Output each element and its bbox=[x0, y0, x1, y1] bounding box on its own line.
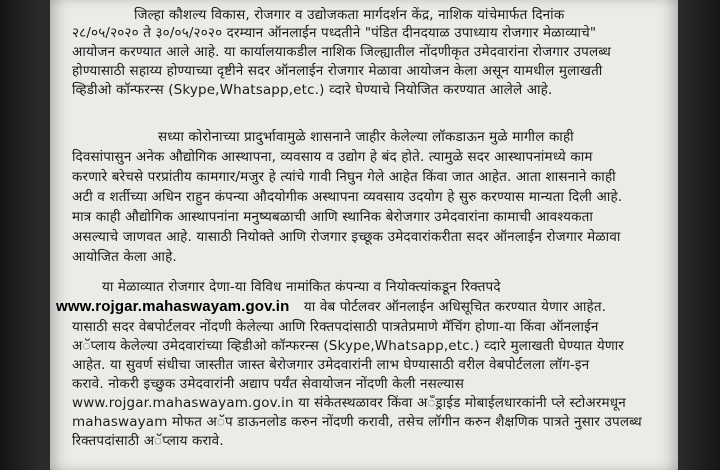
p2-line-7: आयोजित केला आहे. bbox=[72, 249, 177, 265]
p1-line-4: होण्यासाठी सहाय्य होण्याच्या दृष्टीने सदर ऑनलाईन रोजगार मेळावा आयोजन केला असून यामधील मुलाखती bbox=[72, 63, 603, 79]
p3-line-6: करावे. नोकरी इच्छुक उमेदवारांनी अद्याप पर्यंत सेवायोजन नोंदणी केली नसल्यास bbox=[72, 376, 464, 392]
p1-line-3: आयोजन करण्यात आले आहे. या कार्यालयाकडील नाशिक जिल्ह्यातील नोंदणीकृत उमेदवारांना रोजगार उपलब्ध bbox=[72, 44, 611, 60]
p3-line-8: mahaswayam मोफत अॅप डाऊनलोड करुन नोंदणी करावी, तसेच लॉगीन करुन शैक्षणिक पात्रते नुसार उपलब्ध bbox=[72, 414, 642, 430]
p2-line-4: अटी व शर्तीच्या अधिन राहुन कंपन्या औदयोगीक अस्थापना व्यवसाय उदयोग हे सुरु करण्यास मान्यता दिली आहे. bbox=[72, 189, 623, 205]
p1-line-5: व्हिडीओ कॉन्फरन्स (Skype,Whatsapp,etc.) व्दारे घेण्याचे नियोजित करण्यात आलेले आहे. bbox=[72, 82, 553, 98]
p2-line-5: मात्र काही औद्योगिक आस्थापनांना मनुष्यबळाची आणि स्थानिक बेरोजगार उमेदवारांना कामाची आवश्यकता bbox=[72, 209, 594, 225]
website-url-bold: www.rojgar.mahaswayam.gov.in bbox=[56, 298, 290, 315]
p3-line-2-text: या वेब पोर्टलवर ऑनलाईन अधिसूचित करण्यात येणार आहेत. bbox=[303, 299, 607, 315]
p2-line-2: दिवसांपासुन अनेक औद्योगिक आस्थापना, व्यवसाय व उद्योग हे बंद होते. त्यामुळे सदर आस्थापनांमध्ये काम bbox=[72, 149, 593, 165]
p3-line-5: आहेत. या सुवर्ण संधीचा जास्तीत जास्त बेरोजगार उमेदवारांनी लाभ घेण्यासाठी वरील वेबपोर्टलला लॉग-इन bbox=[72, 357, 590, 373]
p3-line-4: अॅप्लाय केलेल्या उमेदवारांच्या व्हिडीओ कॉन्फरन्स (Skype,Whatsapp,etc.) व्दारे मुलाखती घेण्यात येणार bbox=[72, 338, 624, 354]
p2-line-6: असल्याचे जाणवत आहे. यासाठी नियोक्ते आणि रोजगार इच्छूक उमेदवारांकरीता सदर ऑनलाईन रोजगार मेळावा bbox=[72, 229, 621, 245]
p3-line-3: यासाठी सदर वेबपोर्टलवर नोंदणी केलेल्या आणि रिक्तपदांसाठी पात्रतेप्रमाणे मॅचिंग होणा-या किंवा ऑनलाईन bbox=[72, 319, 599, 335]
p3-line-1: या मेळाव्यात रोजगार देणा-या विविध नामांकित कंपन्या व नियोक्त्यांकडून रिक्तपदे bbox=[102, 279, 501, 295]
p3-line-7: www.rojgar.mahaswayam.gov.in या संकेतस्थळावर किंवा अॅंड्राईड मोबाईलधारकांनी प्ले स्टोअरमधून bbox=[72, 395, 626, 411]
p2-line-3: करणारे बरेचसे परप्रांतीय कामगार/मजुर हे त्यांचे गावी निघुन गेले आहेत किंवा जात आहेत. आता शासनाने काही bbox=[72, 169, 616, 185]
p3-line-9: रिक्तपदांसाठी अॅप्लाय करावे. bbox=[72, 433, 224, 449]
p1-line-1: जिल्हा कौशल्य विकास, रोजगार व उद्योजकता मार्गदर्शन केंद्र, नाशिक यांचेमार्फत दिनांक bbox=[134, 7, 565, 23]
p1-line-2: २८/०५/२०२० ते ३०/०५/२०२० दरम्यान ऑनलाईन पध्दतीने "पंडित दीनदयाळ उपाध्याय रोजगार मेळाव्याचे" bbox=[72, 25, 597, 41]
p2-line-1: सध्या कोरोनाच्या प्रादुर्भावामुळे शासनाने जाहीर केलेल्या लॉकडाऊन मुळे मागील काही bbox=[158, 129, 574, 145]
p3-line-2 bbox=[56, 298, 606, 316]
